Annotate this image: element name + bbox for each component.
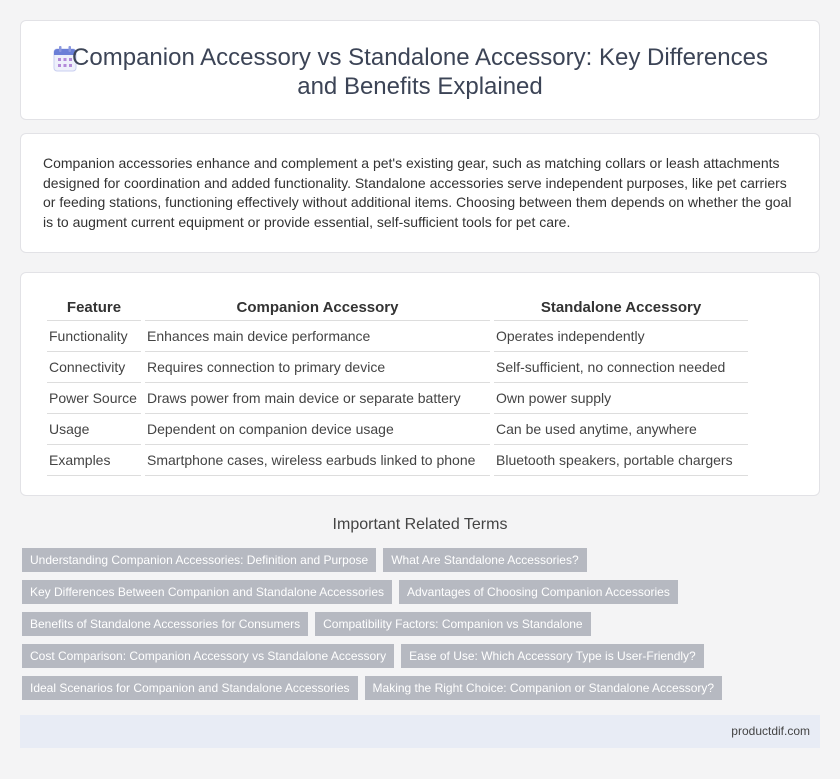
- table-row: [47, 414, 748, 445]
- related-terms-title: Important Related Terms: [332, 516, 508, 533]
- page-title: Companion Accessory vs Standalone Accessory: Key Differences and Benefits Explained: [72, 44, 768, 100]
- table-cell: Draws power from main device or separate battery: [145, 383, 490, 414]
- comparison-table-card: [20, 272, 820, 496]
- tag-row: [22, 612, 822, 636]
- table-cell: Dependent on companion device usage: [145, 414, 490, 445]
- related-term-link[interactable]: What Are Standalone Accessories?: [383, 548, 586, 572]
- table-row: [47, 352, 748, 383]
- table-cell: Self-sufficient, no connection needed: [494, 352, 748, 383]
- header-card: [20, 20, 820, 120]
- table-cell: Functionality: [47, 321, 141, 352]
- table-cell: Requires connection to primary device: [145, 352, 490, 383]
- table-cell: Own power supply: [494, 383, 748, 414]
- related-term-link[interactable]: Cost Comparison: Companion Accessory vs Standalone Accessory: [22, 644, 394, 668]
- footer-site-link[interactable]: productdif.com: [731, 724, 810, 738]
- intro-paragraph: Companion accessories enhance and complement a pet's existing gear, such as matching collars or leash attachments designed for coordination and added functionality. Standalone accessories serve independent purposes, like pet carriers or feeding stations, functioning effectively without additional items. Choosing between them depends on whether the goal is to augment current equipment or provide essential, self-sufficient tools for pet care.: [43, 155, 792, 230]
- related-term-link[interactable]: Benefits of Standalone Accessories for Consumers: [22, 612, 308, 636]
- tag-row: [22, 676, 822, 700]
- related-terms-list: [22, 548, 822, 708]
- table-cell: Examples: [47, 445, 141, 476]
- tag-row: [22, 548, 822, 572]
- table-cell: Usage: [47, 414, 141, 445]
- related-term-link[interactable]: Ideal Scenarios for Companion and Standalone Accessories: [22, 676, 358, 700]
- footer: [20, 715, 820, 748]
- tag-row: [22, 580, 822, 604]
- related-term-link[interactable]: Compatibility Factors: Companion vs Standalone: [315, 612, 590, 636]
- related-term-link[interactable]: Making the Right Choice: Companion or Standalone Accessory?: [365, 676, 723, 700]
- related-term-link[interactable]: Understanding Companion Accessories: Definition and Purpose: [22, 548, 376, 572]
- table-cell: Connectivity: [47, 352, 141, 383]
- header-standalone: Standalone Accessory: [494, 295, 748, 321]
- table-cell: Bluetooth speakers, portable chargers: [494, 445, 748, 476]
- tag-row: [22, 644, 822, 668]
- table-header-row: [47, 295, 748, 321]
- comparison-table: [43, 295, 752, 476]
- table-cell: Smartphone cases, wireless earbuds linked to phone: [145, 445, 490, 476]
- related-term-link[interactable]: Ease of Use: Which Accessory Type is User-Friendly?: [401, 644, 704, 668]
- related-term-link[interactable]: Key Differences Between Companion and Standalone Accessories: [22, 580, 392, 604]
- table-cell: Power Source: [47, 383, 141, 414]
- table-cell: Enhances main device performance: [145, 321, 490, 352]
- table-cell: Can be used anytime, anywhere: [494, 414, 748, 445]
- table-row: [47, 321, 748, 352]
- header-companion: Companion Accessory: [145, 295, 490, 321]
- table-row: [47, 383, 748, 414]
- header-feature: Feature: [47, 295, 141, 321]
- table-cell: Operates independently: [494, 321, 748, 352]
- intro-card: [20, 133, 820, 253]
- related-term-link[interactable]: Advantages of Choosing Companion Accessories: [399, 580, 678, 604]
- table-row: [47, 445, 748, 476]
